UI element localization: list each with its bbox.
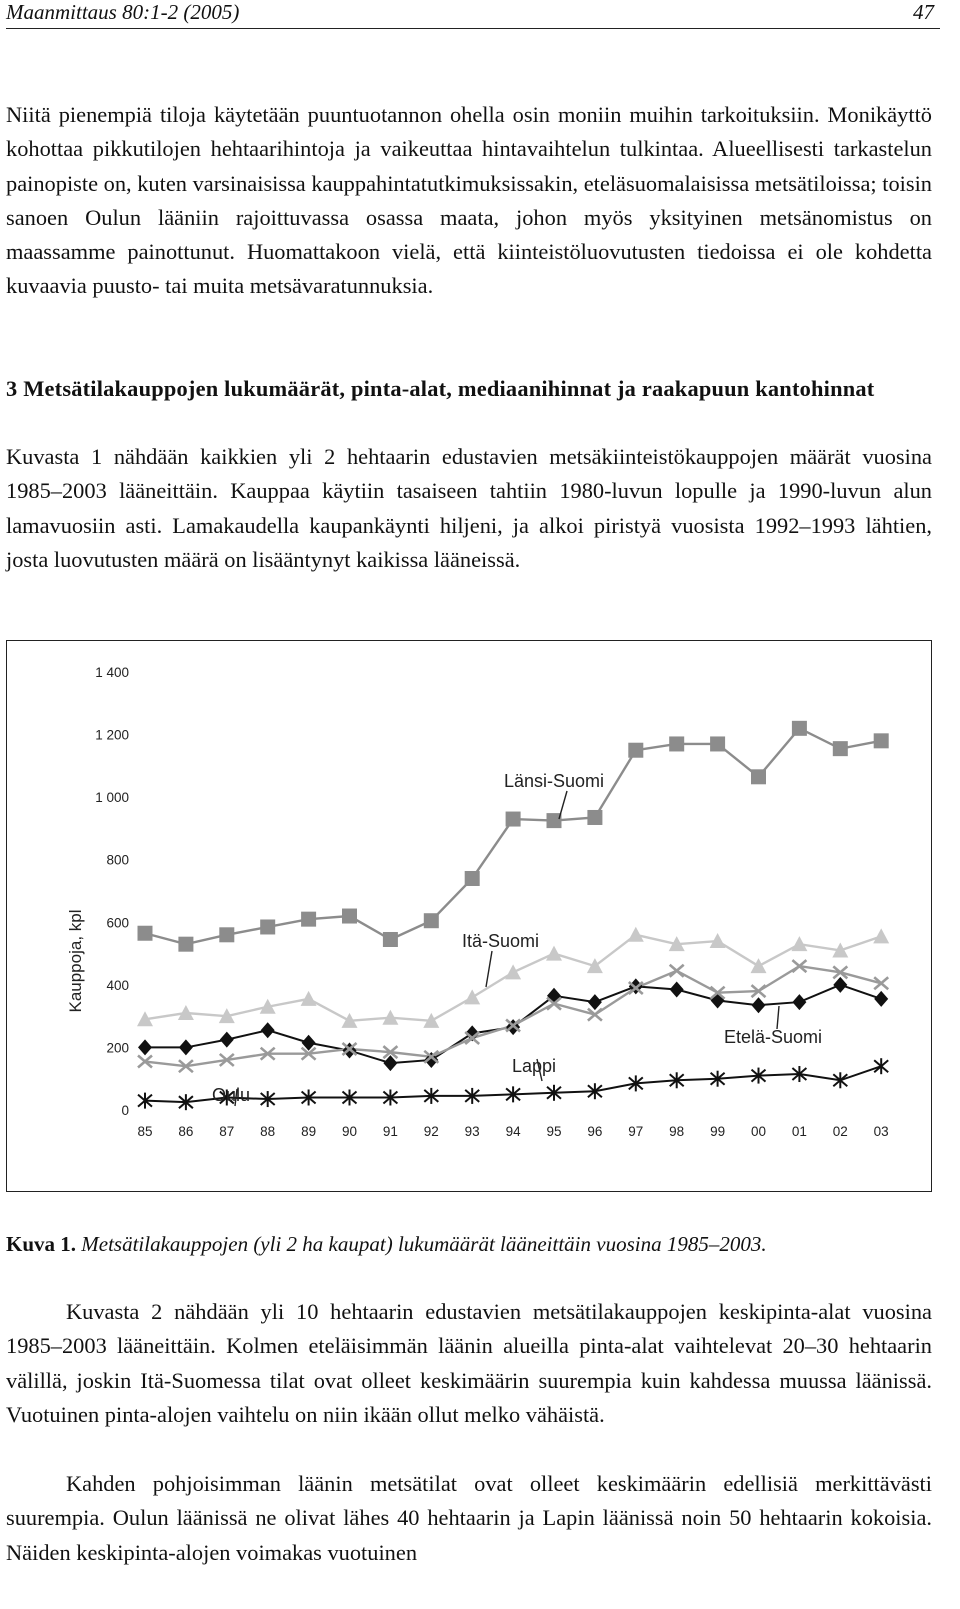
journal-reference: Maanmittaus 80:1-2 (2005) <box>6 0 240 24</box>
x-tick-label: 89 <box>301 1124 317 1139</box>
data-point <box>547 988 561 1004</box>
data-point <box>301 991 317 1006</box>
data-point <box>874 1058 888 1074</box>
series-label: Oulu <box>212 1085 251 1105</box>
x-tick-label: 91 <box>382 1124 398 1139</box>
x-tick-label: 92 <box>423 1124 439 1139</box>
x-tick-label: 98 <box>669 1124 685 1139</box>
data-point <box>874 733 889 748</box>
data-point <box>710 736 725 751</box>
page-number: 47 <box>913 0 934 24</box>
x-tick-label: 85 <box>137 1124 153 1139</box>
x-tick-label: 93 <box>464 1124 480 1139</box>
data-point <box>792 721 807 736</box>
y-tick-label: 600 <box>106 915 129 931</box>
series-label: Itä-Suomi <box>462 931 540 951</box>
y-axis-title: Kauppoja, kpl <box>66 909 85 1013</box>
figure-caption <box>6 1232 936 1257</box>
data-point <box>546 946 562 961</box>
data-point <box>791 936 807 951</box>
data-point <box>547 813 562 828</box>
data-point <box>628 927 644 942</box>
x-tick-label: 03 <box>873 1124 889 1139</box>
x-tick-label: 02 <box>832 1124 848 1139</box>
data-point <box>138 926 153 941</box>
x-tick-label: 99 <box>710 1124 726 1139</box>
data-point <box>628 743 643 758</box>
data-point <box>464 989 480 1004</box>
x-tick-label: 86 <box>178 1124 194 1139</box>
label-leader-line <box>559 791 567 819</box>
y-tick-label: 400 <box>106 977 129 993</box>
y-tick-label: 1 200 <box>95 727 129 743</box>
data-point <box>179 1039 193 1055</box>
data-point <box>219 927 234 942</box>
data-point <box>669 736 684 751</box>
figure-1-chart <box>6 640 932 1192</box>
data-point <box>670 965 684 977</box>
x-tick-label: 97 <box>628 1124 644 1139</box>
x-tick-label: 00 <box>750 1124 767 1139</box>
data-point <box>424 913 439 928</box>
x-tick-label: 87 <box>219 1124 235 1139</box>
data-point <box>138 1039 152 1055</box>
x-tick-label: 94 <box>505 1124 521 1139</box>
data-point <box>873 928 889 943</box>
data-point <box>833 741 848 756</box>
x-tick-label: 88 <box>260 1124 276 1139</box>
x-tick-label: 90 <box>341 1124 358 1139</box>
y-tick-label: 200 <box>106 1040 129 1056</box>
data-point <box>588 1009 602 1021</box>
data-point <box>587 810 602 825</box>
caption-label: Kuva 1. <box>6 1232 77 1256</box>
data-point <box>505 964 521 979</box>
x-tick-label: 96 <box>587 1124 603 1139</box>
data-point <box>588 994 602 1010</box>
data-point <box>670 982 684 998</box>
data-point <box>178 937 193 952</box>
intro-paragraph: Niitä pienempiä tiloja käytetään puuntuotannon ohella osin moniin muihin tarkoituksiin. Monikäyttö kohottaa pikkutilojen hehtaarihintoja ja vaikeuttaa hintavaihtelun tulkintaa. Alueellisesti tarkastelun painopiste on, kuten varsinaisissa kauppahintatutkimuksissakin, eteläsuomalaisissa metsätiloissa; toisin sanoen Oulun lääniin rajoittuvassa osassa maata, johon myös yksityinen metsänomistus on maassamme painottunut. Huomattakoon vielä, että kiinteistöluovutusten tiedoissa ei ole kohdetta kuvaavia puusto- tai muita metsävaratunnuksia. <box>6 102 932 299</box>
data-point <box>383 932 398 947</box>
data-point <box>874 991 888 1007</box>
data-point <box>833 977 847 993</box>
data-point <box>301 912 316 927</box>
label-leader-line <box>777 1006 779 1029</box>
data-point <box>752 997 766 1013</box>
x-tick-label: 01 <box>791 1124 807 1139</box>
line-chart <box>7 641 933 1193</box>
data-point <box>506 812 521 827</box>
data-point <box>751 769 766 784</box>
data-point <box>874 977 888 989</box>
series-label: Länsi-Suomi <box>504 771 605 791</box>
data-point <box>261 1022 275 1038</box>
running-header <box>6 0 940 29</box>
data-point <box>711 993 725 1009</box>
series-line <box>145 728 881 944</box>
label-leader-line <box>486 951 492 987</box>
y-tick-label: 800 <box>106 852 129 868</box>
section-paragraph: Kuvasta 1 nähdään kaikkien yli 2 hehtaarin edustavien metsäkiinteistökauppojen määrät vuosina 1985–2003 lääneittäin. Kauppaa käytiin tasaiseen tahtiin 1980-luvun lopulle ja 1990-luvun alun lamavuosiin asti. Lamakaudella kaupankäynti hiljeni, ja alkoi piristyä vuosista 1992–1993 lähtien, josta luovutusten määrä on lisääntynyt kaikissa lääneissä. <box>6 444 932 572</box>
data-point <box>220 1032 234 1048</box>
series-label: Lappi <box>512 1056 557 1076</box>
caption-text: Metsätilakauppojen (yli 2 ha kaupat) lukumäärät lääneittäin vuosina 1985–2003. <box>81 1232 767 1256</box>
y-tick-label: 1 400 <box>95 665 129 680</box>
series-line <box>145 966 881 1066</box>
data-point <box>465 871 480 886</box>
paragraph-northern: Kahden pohjoisimman läänin metsätilat ovat olleet keskimäärin edellisiä merkittävästi suurempia. Oulun läänissä ne olivat lähes 40 hehtaarin ja Lapin läänissä noin 50 hehtaarin kokoisia. Näiden keskipinta-alojen voimakas vuotuinen <box>6 1471 932 1565</box>
data-point <box>792 994 806 1010</box>
data-point <box>260 919 275 934</box>
y-tick-label: 1 000 <box>95 790 129 806</box>
paragraph-figure2: Kuvasta 2 nähdään yli 10 hehtaarin edustavien metsätilakauppojen keskipinta-alat vuosina 1985–2003 lääneittäin. Kolmen eteläisimmän läänin alueilla pinta-alat vaihtelevat 20–30 hehtaarin välillä, joskin Itä-Suomessa tilat ovat olleet keskimäärin suurempia kuin kahdessa muussa läänissä. Vuotuinen pinta-alojen vaihtelu on niin ikään ollut melko vähäistä. <box>6 1299 932 1427</box>
y-tick-label: 0 <box>121 1103 129 1118</box>
data-point <box>342 909 357 924</box>
series-label: Etelä-Suomi <box>724 1027 823 1047</box>
x-tick-label: 95 <box>546 1124 562 1139</box>
section-heading: 3 Metsätilakauppojen lukumäärät, pinta-alat, mediaanihinnat ja raakapuun kantohinnat <box>6 376 875 401</box>
data-point <box>751 958 767 973</box>
